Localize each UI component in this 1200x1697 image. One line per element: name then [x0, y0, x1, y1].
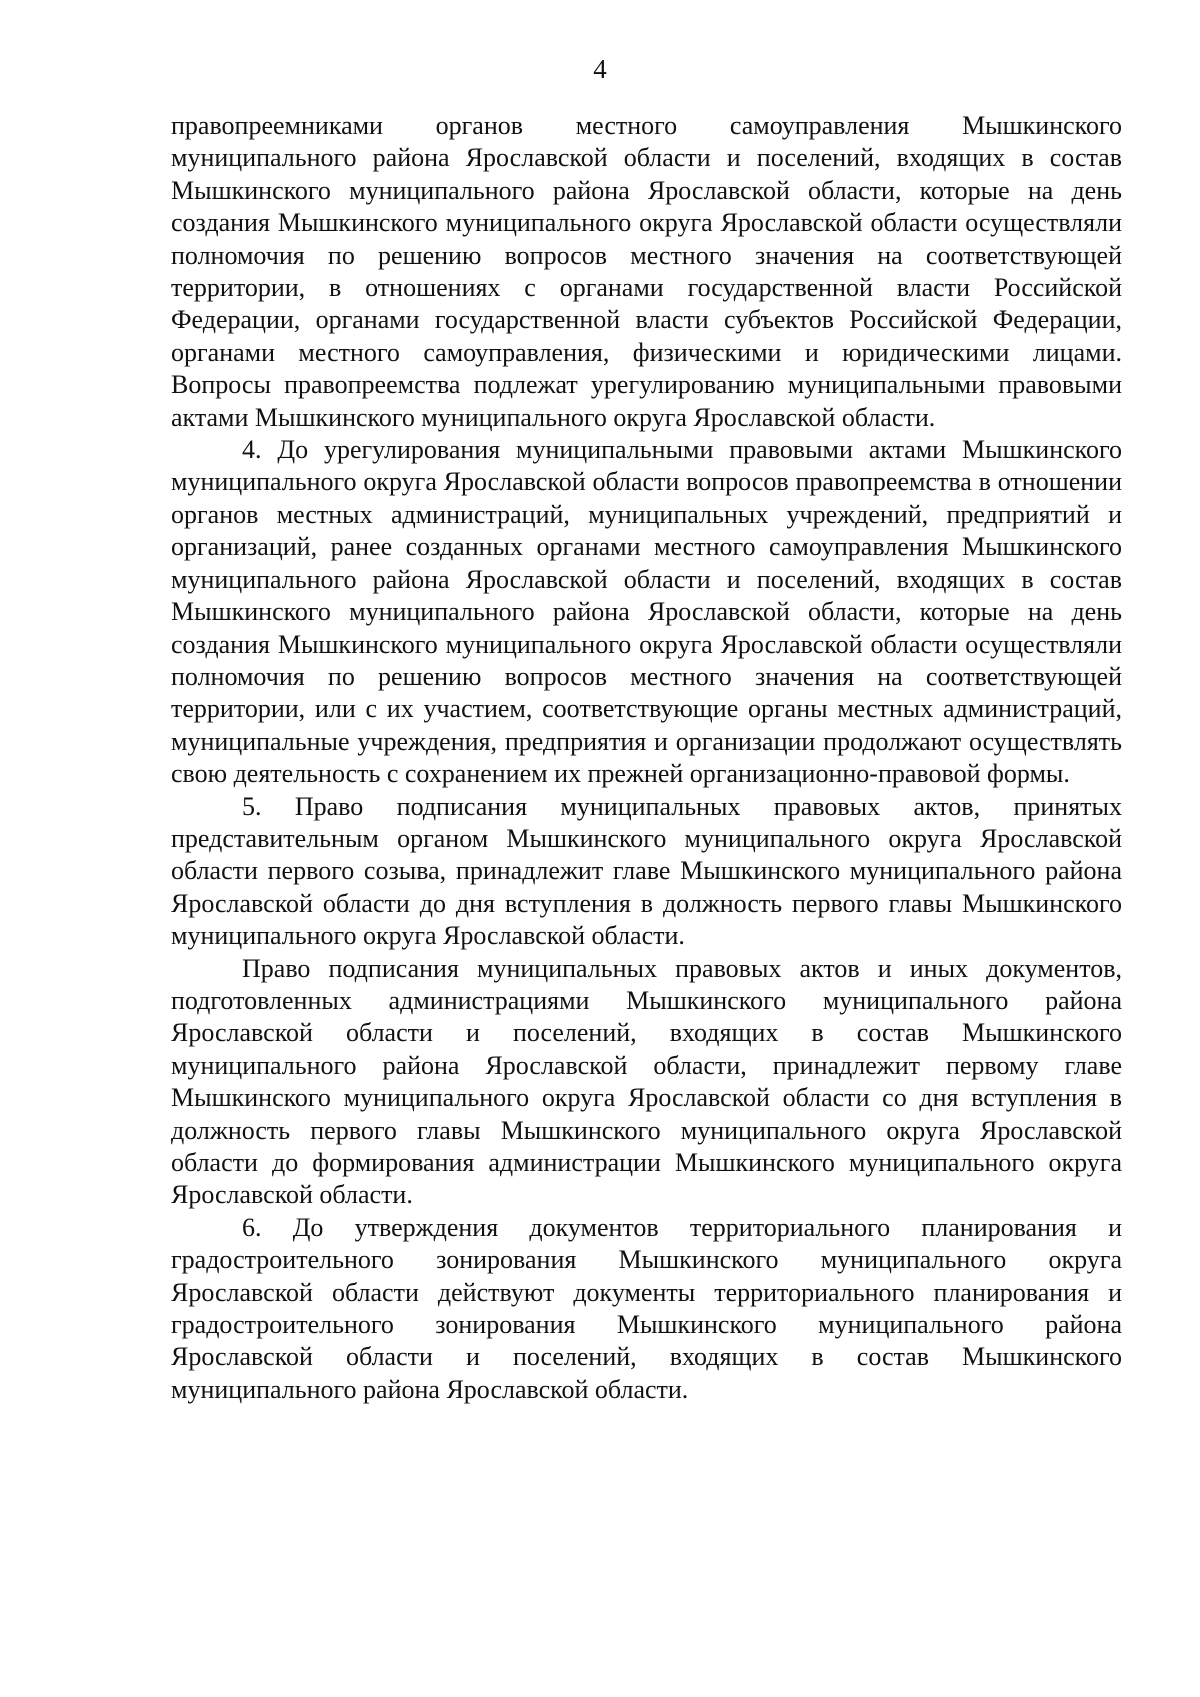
paragraph-item-5-continued: Право подписания муниципальных правовых актов и иных документов, подготовленных администрациями Мышкинского муниципального района Ярославской области и поселений, входящих в состав Мышкинского муниципального района Ярославской области, принадлежит первому главе Мышкинского муниципального округа Ярославской области со дня вступления в должность первого главы Мышкинского муниципального округа Ярославской области до формирования администрации Мышкинского муниципального округа Ярославской области.	[171, 953, 1122, 1210]
paragraph-item-5: 5. Право подписания муниципальных правовых актов, принятых представительным органом Мышкинского муниципального округа Ярославской области первого созыва, принадлежит главе Мышкинского муниципального района Ярославской области до дня вступления в должность первого главы Мышкинского муниципального округа Ярославской области.	[171, 791, 1122, 951]
document-body	[171, 110, 1122, 1406]
paragraph-item-4: 4. До урегулирования муниципальными правовыми актами Мышкинского муниципального округа Ярославской области вопросов правопреемства в отношении органов местных администраций, муниципальных учреждений, предприятий и организаций, ранее созданных органами местного самоуправления Мышкинского муниципального района Ярославской области и поселений, входящих в состав Мышкинского муниципального района Ярославской области, которые на день создания Мышкинского муниципального округа Ярославской области осуществляли полномочия по решению вопросов местного значения на соответствующей территории, или с их участием, соответствующие органы местных администраций, муниципальные учреждения, предприятия и организации продолжают осуществлять свою деятельность с сохранением их прежней организационно-правовой формы.	[171, 435, 1122, 789]
page-number: 4	[593, 54, 607, 84]
paragraph-item-6: 6. До утверждения документов территориального планирования и градостроительного зонирования Мышкинского муниципального округа Ярославской области действуют документы территориального планирования и градостроительного зонирования Мышкинского муниципального района Ярославской области и поселений, входящих в состав Мышкинского муниципального района Ярославской области.	[171, 1212, 1122, 1404]
paragraph-continuation: правопреемниками органов местного самоуправления Мышкинского муниципального района Ярославской области и поселений, входящих в состав Мышкинского муниципального района Ярославской области, которые на день создания Мышкинского муниципального округа Ярославской области осуществляли полномочия по решению вопросов местного значения на соответствующей территории, в отношениях с органами государственной власти Российской Федерации, органами государственной власти субъектов Российской Федерации, органами местного самоуправления, физическими и юридическими лицами. Вопросы правопреемства подлежат урегулированию муниципальными правовыми актами Мышкинского муниципального округа Ярославской области.	[171, 111, 1122, 432]
